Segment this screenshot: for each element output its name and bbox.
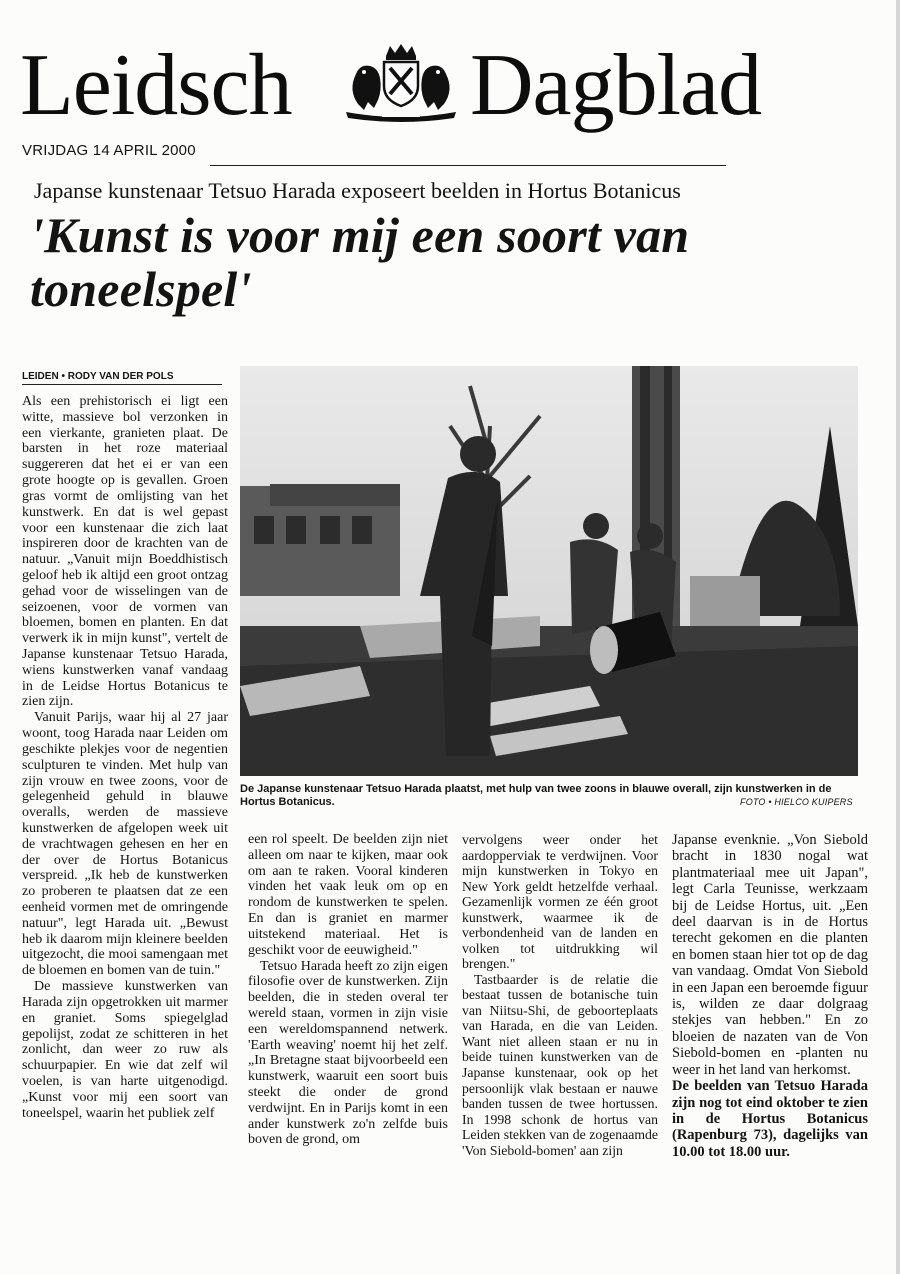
paragraph: een rol speelt. De beelden zijn niet alleen om naar te kijken, maar ook om aan te raken. Vooral kinderen vinden het vaak leuk om op en rondom de kunstwerken te spelen. En dan is graniet en marmer uitstekend materiaal. Het is geschikt voor de eeuwigheid." [248, 832, 448, 958]
masthead [20, 38, 820, 134]
photo-caption: De Japanse kunstenaar Tetsuo Harada plaatst, met hulp van twee zoons in blauwe overall, zijn kunstwerken in de Hortus Botanicus. [240, 783, 832, 808]
exhibition-info: De beelden van Tetsuo Harada zijn nog tot eind oktober te zien in de Hortus Botanicus (Rapenburg 73), dagelijks van 10.00 tot 18.00 uur. [672, 1078, 868, 1160]
masthead-title-left: Leidsch [20, 37, 292, 134]
paragraph: Als een prehistorisch ei ligt een witte, massieve bol verzonken in een vierkante, granieten plaat. De barsten in het roze materiaal suggereren dat het ei er van een grote hoogte op is gevallen. Groen gras vormt de omlijsting van het kunstwerk. En dat is wel gepast voor een kunstenaar die zich laat inspireren door de krachten van de natuur. „Vanuit mijn Boeddhistisch geloof heb ik altijd een groot ontzag gehad voor de wisselingen van de seizoenen, voor de vormen van bloemen, bomen en planten. En dat verwerk ik in mijn kunst", vertelt de Japanse kunstenaar Tetsuo Harada, wiens kunstwerken vanaf vandaag in de Leidse Hortus Botanicus te zien zijn. [22, 394, 228, 710]
photo-credit: FOTO • HIELCO KUIPERS [740, 797, 853, 807]
paragraph: Tastbaarder is de relatie die bestaat tussen de botanische tuin van Niitsu-Shi, de geboorteplaats van Harada, en die van Leiden. Want niet alleen staan er nu in beide tuinen kunstwerken van de Japanse kunstenaar, ook op het persoonlijk vlak bestaan er nauwe banden tussen de twee hortussen. In 1998 schonk de hortus van Leiden stekken van de zogenaamde 'Von Siebold-bomen' aan zijn [462, 971, 658, 1158]
article-column-4 [672, 832, 868, 1162]
kicker: Japanse kunstenaar Tetsuo Harada exposeert beelden in Hortus Botanicus [34, 178, 681, 203]
headline: 'Kunst is voor mij een soort van toneelspel' [30, 207, 690, 317]
paragraph: Japanse evenknie. „Von Siebold bracht in 1830 nogal wat plantmateriaal mee uit Japan", legt Carla Teunisse, werkzaam bij de Leidse Hortus, uit. „Een deel daarvan is in de Hortus terecht gekomen en die planten en bomen staan hier tot op de dag van vandaag. Omdat Von Siebold in een Japan een beroemde figuur is, wilden ze daar dolgraag stekjes van hebben." En zo bloeien de nazaten van de Von Siebold-bomen en -planten nu weer in het land van herkomst. [672, 832, 868, 1078]
coat-of-arms-icon [338, 42, 464, 122]
dateline: VRIJDAG 14 APRIL 2000 [22, 142, 196, 159]
article-column-1 [22, 394, 228, 1154]
paragraph: vervolgens weer onder het aardopperviak te verdwijnen. Voor mijn kunstwerken in Tokyo en New York geldt hetzelfde verhaal. Gezamenlijk vormen ze één groot kunstwerk, waarmee ik de verbondenheid van de landen en volken tot uitdrukking wil brengen." [462, 832, 658, 972]
paragraph: Tetsuo Harada heeft zo zijn eigen filosofie over de kunstwerken. Zijn beelden, die in steden overal ter wereld staan, vormen in zijn visie een wereldomspannend netwerk. 'Earth weaving' noemt hij het zelf. „In Bretagne staat bijvoorbeeld een kunstwerk, waaruit een soort buis steekt die onder de grond verdwijnt. En in Parijs komt in een ander kunstwerk zo'n zelfde buis boven de grond, om [248, 958, 448, 1148]
article-column-3 [462, 832, 658, 1162]
article-photo [240, 366, 858, 776]
byline: LEIDEN • RODY VAN DER POLS [22, 371, 222, 385]
paragraph: De massieve kunstwerken van Harada zijn opgetrokken uit marmer en graniet. Soms spiegelglad gepolijst, zodat ze schitteren in het zonlicht, dan weer zo ruw als schuurpapier. En wie dat zelf wil voelen, is van harte uitgenodigd. „Kunst voor mij een soort van toneelspel, waarin het publiek zelf [22, 979, 228, 1121]
masthead-title-right: Dagblad [470, 37, 762, 134]
paragraph: Vanuit Parijs, waar hij al 27 jaar woont, toog Harada naar Leiden om geschikte plekjes voor de negentien sculpturen te vinden. Met hulp van zijn vrouw en twee zoons, voor de gelegenheid gehuld in blauwe overalls, werden de massieve kunstwerken de afgelopen week uit de vrachtwagen gehesen en her en der over de Hortus Botanicus verspreid. „Ik heb de kunstwerken zo proberen te plaatsen dat ze een eenheid vormen met de omringende natuur", legt Harada uit. „Bewust heb ik daarom mijn kleinere beelden uitgezocht, die mooi samengaan met de bloemen en bomen van de tuin." [22, 710, 228, 979]
article-column-2 [248, 832, 448, 1162]
dateline-rule [210, 165, 726, 166]
